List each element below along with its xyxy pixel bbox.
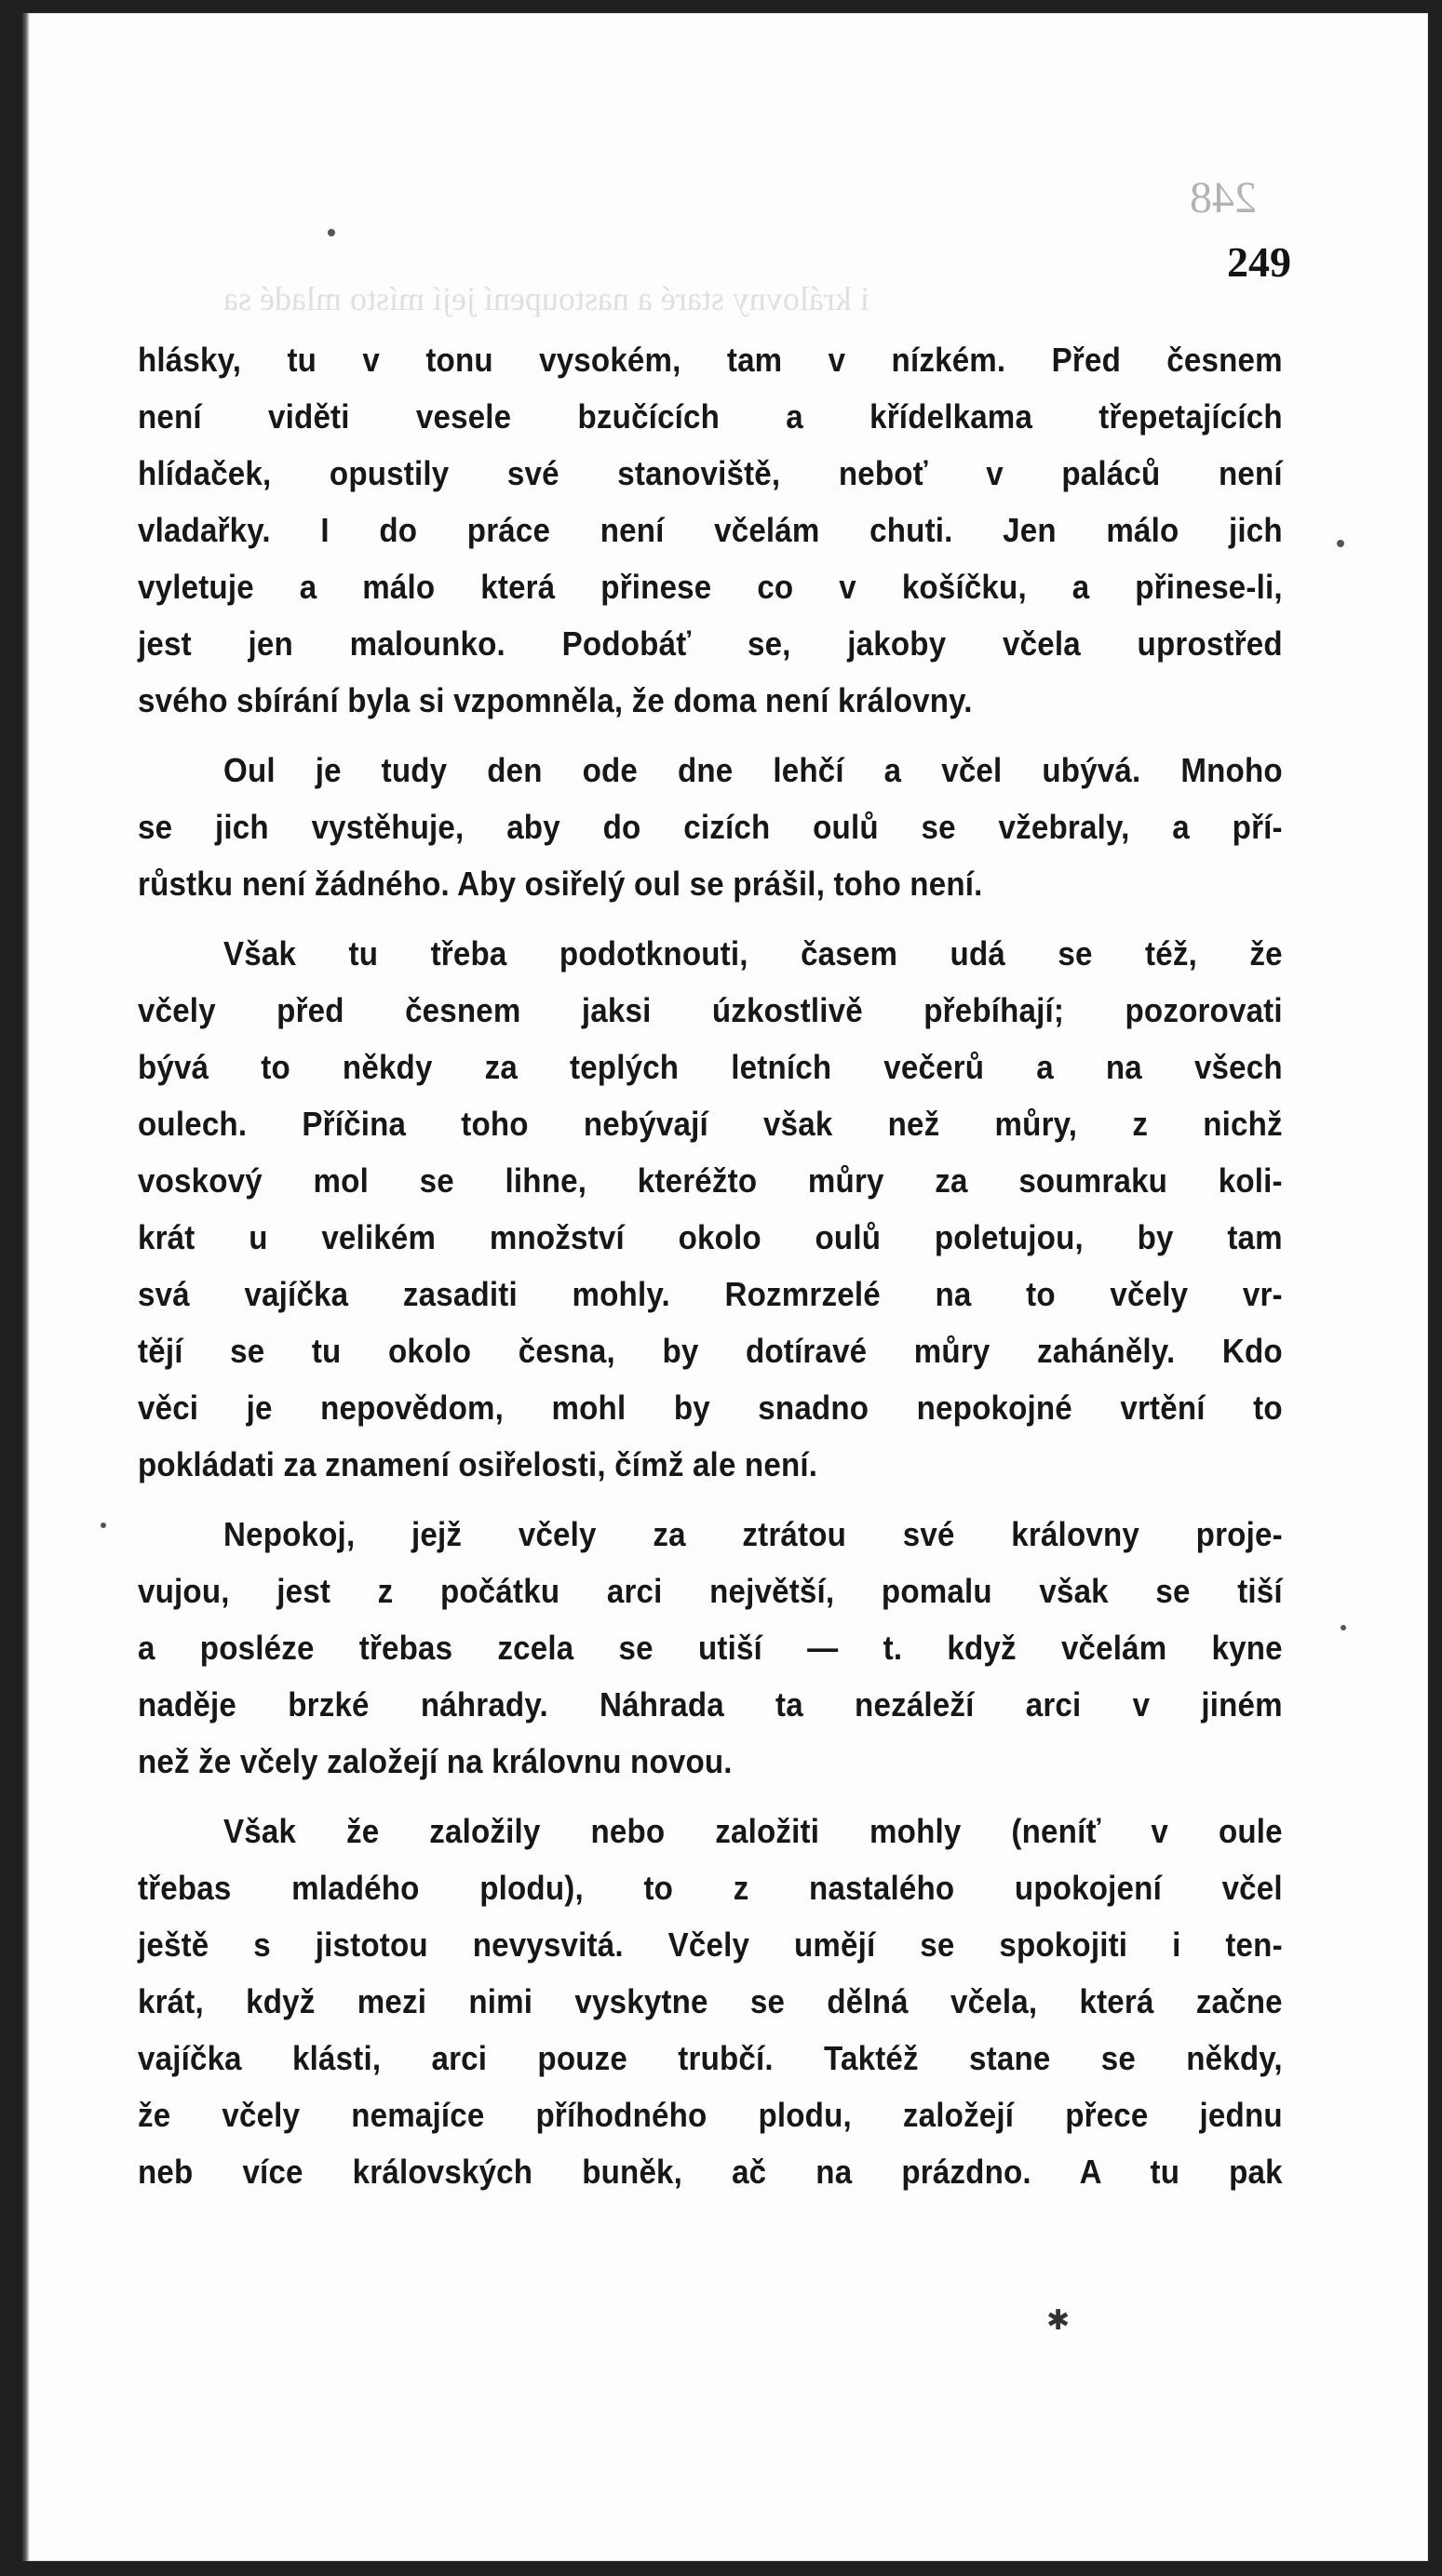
- text-line: věci je nepovědom, mohl by snadno nepokojné vrtění to: [138, 1389, 1283, 1427]
- bleed-through-text-line: i královny staré a nastoupení její místo mladé sa: [223, 280, 869, 317]
- bleed-through-page-number: 248: [1190, 173, 1257, 222]
- printer-mark: ✱: [1046, 2304, 1071, 2337]
- text-line: oulech. Příčina toho nebývají však než můry, z nichž: [138, 1105, 1283, 1143]
- text-line: není viděti vesele bzučících a křídelkama třepetajících: [138, 397, 1283, 436]
- text-line: Nepokoj, jejž včely za ztrátou své královny proje-: [223, 1515, 1283, 1553]
- scan-speck: [328, 229, 335, 236]
- scan-speck: [1341, 1625, 1346, 1630]
- text-line: růstku není žádného. Aby osiřelý oul se prášil, toho není.: [138, 865, 983, 903]
- text-line: než že včely založejí na královnu novou.: [138, 1742, 733, 1780]
- text-line: jest jen malounko. Podobáť se, jakoby včela uprostřed: [138, 624, 1283, 663]
- text-line: pokládati za znamení osiřelosti, čímž ale není.: [138, 1445, 818, 1483]
- text-line: včely před česnem jaksi úzkostlivě přebíhají; pozorovati: [138, 991, 1283, 1029]
- text-line: hlídaček, opustily své stanoviště, neboť v paláců není: [138, 454, 1283, 492]
- text-line: Však že založily nebo založiti mohly (neníť v oule: [223, 1812, 1283, 1850]
- page-binding-shadow: [20, 13, 30, 2561]
- page-number: 249: [1227, 238, 1291, 286]
- text-line: krát u velikém množství okolo oulů poletujou, by tam: [138, 1218, 1283, 1256]
- body-text: [138, 331, 1285, 2200]
- text-line: voskový mol se lihne, kteréžto můry za soumraku koli-: [138, 1161, 1283, 1200]
- text-line: vyletuje a málo která přinese co v košíčku, a přinese-li,: [138, 568, 1283, 606]
- text-line: a posléze třebas zcela se utiší — t. když včelám kyne: [138, 1629, 1283, 1667]
- scan-speck: [1337, 540, 1344, 547]
- text-line: se jich vystěhuje, aby do cizích oulů se vžebraly, a pří-: [138, 808, 1283, 846]
- text-line: tějí se tu okolo česna, by dotíravé můry zaháněly. Kdo: [138, 1332, 1283, 1370]
- scan-speck: [101, 1523, 106, 1528]
- text-line: vujou, jest z počátku arci největší, pomalu však se tiší: [138, 1572, 1283, 1610]
- text-line: vajíčka klásti, arci pouze trubčí. Taktéž stane se někdy,: [138, 2039, 1283, 2077]
- text-line: Oul je tudy den ode dne lehčí a včel ubývá. Mnoho: [223, 751, 1283, 789]
- text-line: krát, když mezi nimi vyskytne se dělná včela, která začne: [138, 1982, 1283, 2020]
- text-line: hlásky, tu v tonu vysokém, tam v nízkém. Před česnem: [138, 341, 1283, 379]
- text-line: Však tu třeba podotknouti, časem udá se též, že: [223, 934, 1283, 973]
- text-line: že včely nemajíce příhodného plodu, založejí přece jednu: [138, 2096, 1283, 2134]
- text-line: naděje brzké náhrady. Náhrada ta nezáleží arci v jiném: [138, 1685, 1283, 1724]
- text-line: svá vajíčka zasaditi mohly. Rozmrzelé na to včely vr-: [138, 1275, 1283, 1313]
- text-line: svého sbírání byla si vzpomněla, že doma není královny.: [138, 681, 973, 719]
- text-line: třebas mladého plodu), to z nastalého upokojení včel: [138, 1869, 1283, 1907]
- text-line: neb více královských buněk, ač na prázdno. A tu pak: [138, 2153, 1283, 2191]
- text-line: ještě s jistotou nevysvitá. Včely umějí se spokojiti i ten-: [138, 1925, 1283, 1964]
- text-line: vladařky. I do práce není včelám chuti. Jen málo jich: [138, 511, 1283, 549]
- text-line: bývá to někdy za teplých letních večerů a na všech: [138, 1048, 1283, 1086]
